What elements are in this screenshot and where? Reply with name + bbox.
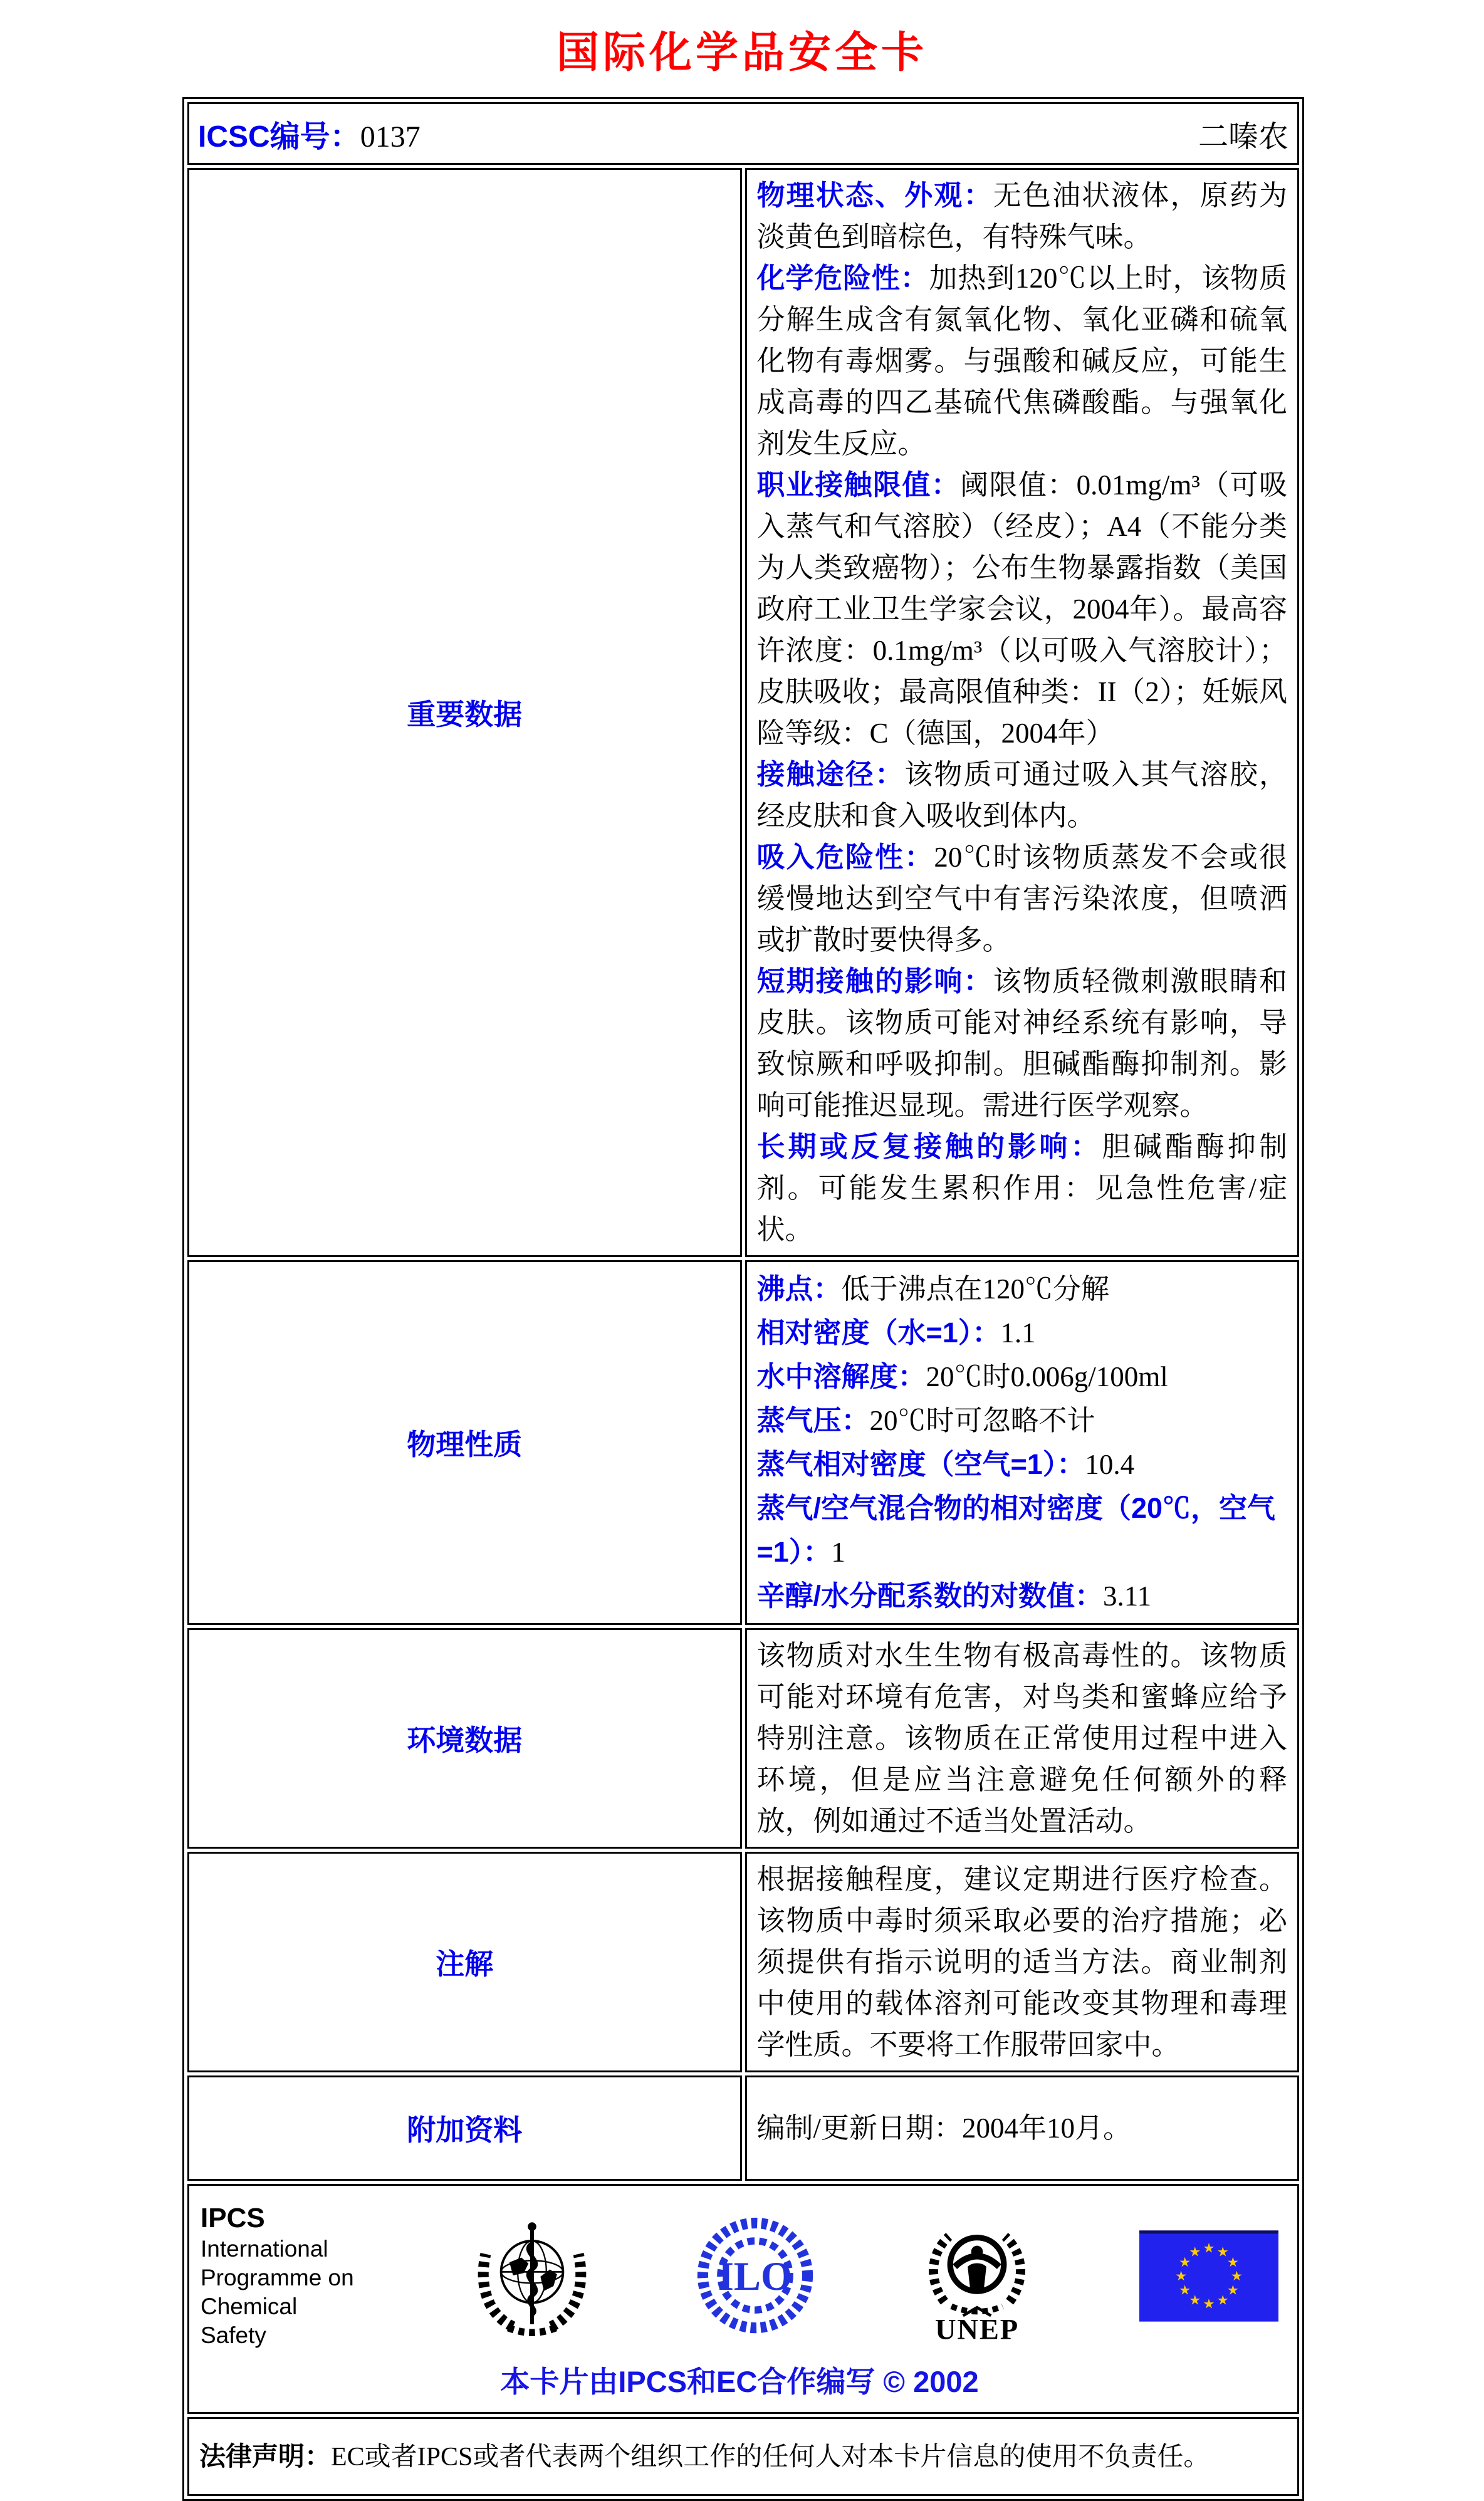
section-label-important-data: 重要数据 <box>187 168 742 1257</box>
important-data-row <box>187 168 1299 1257</box>
section-label-environmental-data: 环境数据 <box>187 1628 742 1849</box>
eu-flag-icon <box>1139 2230 1278 2322</box>
physical-item: 蒸气相对密度（空气=1）：10.4 <box>756 1448 1135 1480</box>
physical-item: 辛醇/水分配系数的对数值：3.11 <box>756 1580 1152 1612</box>
notes-content <box>745 1852 1300 2072</box>
environmental-data-row <box>187 1628 1299 1849</box>
important-item: 短期接触的影响：该物质轻微刺激眼睛和皮肤。该物质可能对神经系统有影响，导致惊厥和呼吸抑制。胆碱酯酶抑制剂。影响可能推迟显现。需进行医学观察。 <box>756 965 1287 1121</box>
physical-item: 蒸气压：20℃时可忽略不计 <box>756 1404 1095 1436</box>
important-item: 化学危险性：加热到120℃以上时，该物质分解生成含有氮氧化物、氧化亚磷和硫氧化物有毒烟雾。与强酸和碱反应，可能生成高毒的四乙基硫代焦磷酸酯。与强氧化剂发生反应。 <box>756 262 1287 459</box>
legal-cell <box>187 2417 1299 2496</box>
svg-text:★: ★ <box>1189 2243 1201 2260</box>
legal-statement <box>199 2440 1287 2473</box>
physical-item: 沸点：低于沸点在120℃分解 <box>756 1273 1110 1305</box>
svg-text:★: ★ <box>1203 2295 1215 2312</box>
legal-label: 法律声明： <box>199 2441 332 2471</box>
svg-text:★: ★ <box>1226 2253 1239 2270</box>
who-logo-icon <box>473 2215 592 2337</box>
legal-row <box>187 2417 1299 2496</box>
additional-info-content <box>745 2075 1300 2181</box>
important-item: 物理状态、外观：无色油状液体，原药为淡黄色到暗棕色，有特殊气味。 <box>756 179 1287 253</box>
section-label-additional-info: 附加资料 <box>187 2075 742 2181</box>
credit-text: 本卡片由IPCS和EC合作编写 <box>500 2365 875 2398</box>
page-title: 国际化学品安全卡 <box>556 29 927 76</box>
header-cell <box>187 102 1299 165</box>
svg-text:UNEP: UNEP <box>934 2314 1020 2344</box>
ipcs-acronym: IPCS <box>201 2203 265 2233</box>
notes-row <box>187 1852 1299 2072</box>
chemical-name: 二嗪农 <box>1198 120 1288 154</box>
svg-text:★: ★ <box>1179 2253 1191 2270</box>
credit-line <box>201 2359 1278 2401</box>
ipcs-name-line: Chemical Safety <box>201 2294 298 2348</box>
environmental-data-text: 该物质对水生生物有极高毒性的。该物质可能对环境有危害，对鸟类和蜜蜂应给予特别注意。该物质在正常使用过程中进入环境，但是应当注意避免任何额外的释放，例如通过不适当处置活动。 <box>756 1640 1287 1837</box>
header-row <box>187 102 1299 165</box>
important-item: 吸入危险性：20℃时该物质蒸发不会或很缓慢地达到空气中有害污染浓度，但喷洒或扩散时要快得多。 <box>756 841 1287 956</box>
unep-logo-icon <box>919 2208 1035 2344</box>
svg-text:★: ★ <box>1216 2243 1229 2260</box>
important-data-content <box>745 168 1300 1257</box>
physical-item: 水中溶解度：20℃时0.006g/100ml <box>756 1360 1168 1392</box>
copyright-text: © 2002 <box>883 2365 979 2398</box>
physical-properties-row <box>187 1260 1299 1625</box>
logos-row <box>187 2184 1299 2414</box>
legal-body: EC或者IPCS或者代表两个组织工作的任何人对本卡片信息的使用不负责任。 <box>331 2442 1210 2472</box>
notes-text: 根据接触程度，建议定期进行医疗检查。该物质中毒时须采取必要的治疗措施；必须提供有指示说明的适当方法。商业制剂中使用的载体溶剂可能改变其物理和毒理学性质。不要将工作服带回家中。 <box>756 1864 1287 2060</box>
svg-text:★: ★ <box>1226 2282 1239 2298</box>
ipcs-name-line: Programme on <box>201 2265 354 2290</box>
additional-info-text: 编制/更新日期：2004年10月。 <box>756 2112 1132 2144</box>
physical-properties-content <box>745 1260 1300 1625</box>
environmental-data-content <box>745 1628 1300 1849</box>
svg-text:★: ★ <box>1189 2292 1201 2308</box>
svg-text:ILO: ILO <box>718 2253 793 2299</box>
ipcs-text-block <box>201 2202 368 2350</box>
icsc-number-group <box>198 112 421 155</box>
icsc-number-value: 0137 <box>360 120 421 154</box>
section-label-notes: 注解 <box>187 1852 742 2072</box>
ipcs-name-line: International <box>201 2236 328 2262</box>
svg-text:★: ★ <box>1175 2268 1188 2284</box>
important-item: 长期或反复接触的影响：胆碱酯酶抑制剂。可能发生累积作用：见急性危害/症状。 <box>756 1130 1287 1245</box>
physical-item: 相对密度（水=1）：1.1 <box>756 1317 1036 1349</box>
icsc-number-label: ICSC编号： <box>198 120 360 154</box>
important-item: 接触途径：该物质可通过吸入其气溶胶，经皮肤和食入吸收到体内。 <box>756 758 1287 832</box>
svg-text:★: ★ <box>1179 2282 1191 2298</box>
logos-cell <box>187 2184 1299 2414</box>
svg-text:★: ★ <box>1216 2292 1229 2308</box>
physical-item: 蒸气/空气混合物的相对密度（20℃，空气=1）：1 <box>756 1492 1276 1568</box>
icsc-card-table <box>182 97 1304 2501</box>
section-label-physical-properties: 物理性质 <box>187 1260 742 1625</box>
important-item: 职业接触限值：阈限值：0.01mg/m³（可吸入蒸气和气溶胶）（经皮）；A4（不能分类为人类致癌物）；公布生物暴露指数（美国政府工业卫生学家会议，2004年）。最高容许浓度：0.1mg/m³（以可吸入气溶胶计）；皮肤吸收；最高限值种类：II（2）；妊娠风险等级：C（德国，2004年） <box>756 469 1287 749</box>
svg-text:★: ★ <box>1203 2240 1215 2256</box>
additional-info-row <box>187 2075 1299 2181</box>
svg-text:★: ★ <box>1230 2268 1243 2284</box>
ilo-logo-icon <box>696 2215 815 2337</box>
